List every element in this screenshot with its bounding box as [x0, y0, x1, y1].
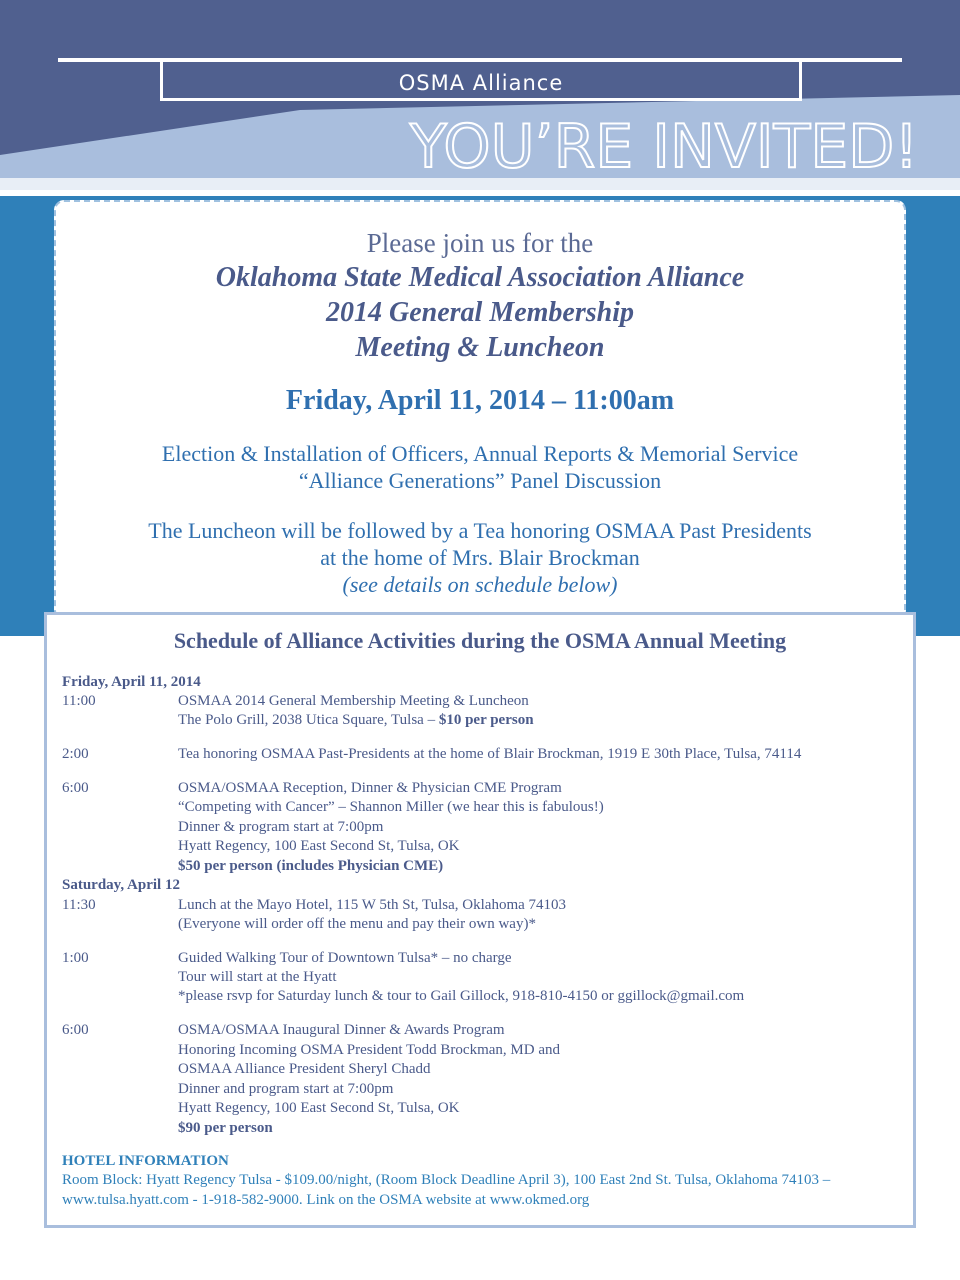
event-date: Friday, April 11, 2014 – 11:00am [285, 385, 675, 416]
event-line: Tour will start at the Hyatt [178, 969, 337, 985]
intro-text: Please join us for the [366, 228, 594, 258]
event-line: Honoring Incoming OSMA President Todd Brockman, MD and [178, 1042, 560, 1058]
invite-title: YOU’RE INVITED! [410, 112, 919, 182]
event-price: $90 per person [178, 1120, 273, 1136]
time-label: 6:00 [62, 1022, 89, 1038]
day-label: Friday, April 11, 2014 [62, 674, 201, 690]
tea-line: The Luncheon will be followed by a Tea honoring OSMAA Past Presidents [148, 518, 812, 543]
time-label: 11:30 [62, 897, 96, 913]
event-line: (Everyone will order off the menu and pay their own way)* [178, 916, 536, 932]
hotel-line: Room Block: Hyatt Regency Tulsa - $109.00/night, (Room Block Deadline April 3), 100 East 2nd St. Tulsa, Oklahoma 74103 – [62, 1172, 831, 1188]
event-line: Guided Walking Tour of Downtown Tulsa* – no charge [178, 950, 512, 966]
agenda-line: “Alliance Generations” Panel Discussion [298, 468, 662, 493]
event-line: OSMA/OSMAA Reception, Dinner & Physician CME Program [178, 780, 562, 796]
event-line: Hyatt Regency, 100 East Second St, Tulsa, OK [178, 1100, 460, 1116]
event-line: OSMA/OSMAA Inaugural Dinner & Awards Program [178, 1022, 505, 1038]
assoc-line: Meeting & Luncheon [355, 332, 605, 363]
event-line: *please rsvp for Saturday lunch & tour to Gail Gillock, 918-810-4150 or ggillock@gmail.com [178, 988, 745, 1004]
event-line: Hyatt Regency, 100 East Second St, Tulsa, OK [178, 838, 460, 854]
schedule-heading: Schedule of Alliance Activities during the OSMA Annual Meeting [173, 628, 787, 653]
hotel-line: www.tulsa.hyatt.com - 1-918-582-9000. Link on the OSMA website at www.okmed.org [62, 1192, 590, 1208]
event-line: OSMAA 2014 General Membership Meeting & Luncheon [178, 693, 529, 709]
org-name: OSMA Alliance [398, 71, 564, 95]
event-line: Dinner & program start at 7:00pm [178, 819, 384, 835]
time-label: 2:00 [62, 746, 89, 762]
tea-line: at the home of Mrs. Blair Brockman [320, 545, 640, 570]
time-label: 6:00 [62, 780, 89, 796]
agenda-line: Election & Installation of Officers, Annual Reports & Memorial Service [161, 441, 799, 466]
event-line: Dinner and program start at 7:00pm [178, 1081, 394, 1097]
assoc-line: Oklahoma State Medical Association Alliance [215, 262, 745, 293]
hotel-heading: HOTEL INFORMATION [62, 1153, 229, 1169]
assoc-line: 2014 General Membership [326, 297, 634, 328]
day-label: Saturday, April 12 [62, 877, 180, 893]
time-label: 11:00 [62, 693, 96, 709]
event-line: “Competing with Cancer” – Shannon Miller (we hear this is fabulous!) [178, 799, 604, 815]
details-note: (see details on schedule below) [342, 572, 618, 597]
header-banner [0, 0, 960, 190]
event-price: $10 per person [438, 712, 534, 728]
event-line: OSMAA Alliance President Sheryl Chadd [178, 1061, 431, 1077]
event-place: The Polo Grill, 2038 Utica Square, Tulsa – [178, 712, 439, 728]
org-box [160, 62, 802, 101]
event-price: $50 per person (includes Physician CME) [178, 858, 444, 874]
event-line [178, 712, 534, 729]
event-line: Tea honoring OSMAA Past-Presidents at the home of Blair Brockman, 1919 E 30th Place, Tulsa, 74114 [178, 746, 802, 762]
time-label: 1:00 [62, 950, 89, 966]
event-line: Lunch at the Mayo Hotel, 115 W 5th St, Tulsa, Oklahoma 74103 [178, 897, 567, 913]
